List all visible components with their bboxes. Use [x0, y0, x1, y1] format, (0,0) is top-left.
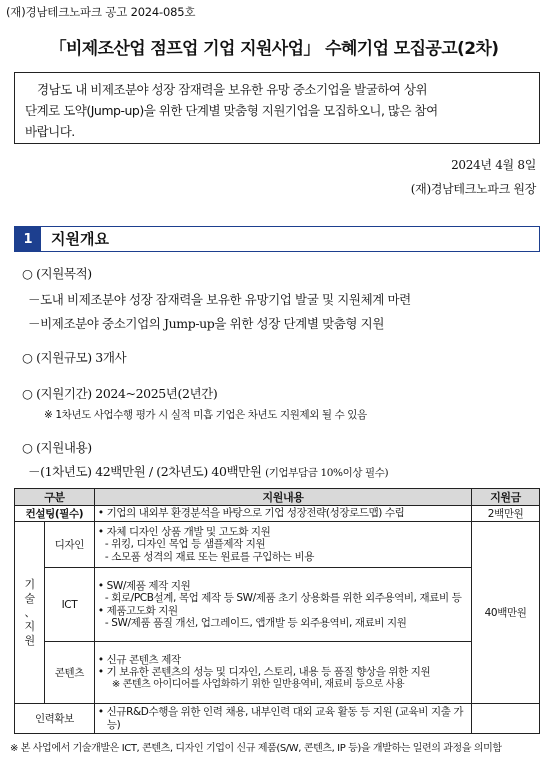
intro-line-1: 경남도 내 비제조분야 성장 잠재력을 보유한 유망 중소기업을 발굴하여 상위 [37, 82, 428, 97]
table-row-hr [15, 704, 540, 734]
header-amount: 지원금 [472, 489, 540, 506]
ict-label: ICT [44, 568, 94, 642]
footnote: ※ 본 사업에서 기술개발은 ICT, 콘텐츠, 디자인 기업이 신규 제품(S/W, 콘텐츠, IP 등)을 개발하는 일련의 과정을 의미함 [10, 743, 502, 754]
content-amount [28, 462, 388, 480]
content-amount-main: －(1차년도) 42백만원 / (2차년도) 40백만원 [28, 464, 262, 479]
table-row-ict [15, 568, 540, 642]
period-line: ○ (지원기간) 2024~2025년(2년간) [22, 386, 218, 401]
tech-label-char: 、 [24, 605, 36, 619]
intro-box [14, 72, 540, 144]
ict-bullet-2: • 제품고도화 지원 [97, 604, 178, 617]
page-title: 「비제조산업 점프업 기업 지원사업」 수혜기업 모집공고(2차) [49, 39, 499, 59]
tech-label-char: 원 [24, 633, 35, 647]
ict-bullet-1: • SW/제품 제작 지원 [97, 579, 191, 592]
content-note: ※ 콘텐츠 아이디어를 사업화하기 위한 일반용역비, 재료비 등으로 사용 [111, 678, 405, 690]
table-row-content [15, 642, 540, 704]
header-content: 지원내용 [94, 489, 471, 506]
tech-amount: 40백만원 [472, 522, 540, 704]
section-title: 지원개요 [51, 230, 109, 248]
notice-number: (재)경남테크노파크 공고 2024-085호 [6, 5, 196, 19]
content-amount-note: (기업부담금 10%이상 필수) [265, 467, 389, 479]
scale-line: ○ (지원규모) 3개사 [22, 350, 127, 365]
section-header [14, 226, 540, 252]
table-header-row [15, 489, 540, 506]
hr-amount-empty [472, 704, 540, 734]
design-label: 디자인 [44, 522, 94, 568]
intro-line-3: 바랍니다. [25, 124, 75, 139]
content-bullet-2: • 기 보유한 콘텐츠의 성능 및 디자인, 스토리, 내용 등 품질 향상을 위한 지원 [97, 666, 431, 679]
content-items [94, 642, 471, 704]
support-table [14, 488, 540, 734]
purpose-item-1: －도내 비제조분야 성장 잠재력을 보유한 유망기업 발굴 및 지원체계 마련 [28, 292, 411, 307]
header-category: 구분 [15, 489, 95, 506]
design-content [94, 522, 471, 568]
design-sub-1: - 위킹, 디자인 목업 등 샘플제작 지원 [104, 538, 266, 551]
consulting-amount: 2백만원 [472, 506, 540, 522]
design-sub-2: - 소모품 성격의 재료 또는 원료를 구입하는 비용 [104, 550, 314, 563]
design-bullet-1: • 자체 디자인 상품 개발 및 고도화 지원 [97, 525, 271, 538]
ict-sub-2: - SW/제품 품질 개선, 업그레이드, 앱개발 등 외주용역비, 재료비 지원 [104, 617, 407, 629]
purpose-item-2: －비제조분야 중소기업의 Jump-up을 위한 성장 단계별 맞춤형 지원 [28, 316, 385, 331]
hr-content [94, 704, 471, 734]
tech-label-char: 술 [24, 591, 35, 605]
consulting-label: 컨설팅(필수) [15, 506, 95, 522]
section-number: 1 [15, 227, 41, 251]
consulting-content: • 기업의 내외부 환경분석을 바탕으로 기업 성장전략(성장로드맵) 수립 [94, 506, 471, 522]
tech-label-char: 지 [24, 619, 35, 633]
ict-content [94, 568, 471, 642]
purpose-heading: ○ (지원목적) [22, 266, 92, 281]
intro-line-2: 단계로 도약(Jump-up)을 위한 단계별 맞춤형 지원기업을 모집하오니, 많은 참여 [25, 103, 438, 118]
hr-label: 인력확보 [15, 704, 95, 734]
content-heading: ○ (지원내용) [22, 440, 92, 455]
ict-sub-1: - 회로/PCB설계, 목업 제작 등 SW/제품 초기 상용화를 위한 외주용역비, 재료비 등 [104, 592, 462, 604]
notice-date: 2024년 4월 8일 [451, 158, 536, 172]
content-bullet-1: • 신규 콘텐츠 제작 [97, 653, 181, 666]
tech-label-char: 기 [24, 577, 35, 591]
period-note: ※ 1차년도 사업수행 평가 시 실적 미흡 기업은 차년도 지원제외 될 수 있음 [44, 409, 367, 421]
table-row-design [15, 522, 540, 568]
hr-bullet: • 신규R&D수행을 위한 인력 채용, 내부인력 대외 교육 활동 등 지원 (교육비 지출 가능) [97, 706, 464, 731]
table-row-consulting [15, 506, 540, 522]
content-label: 콘텐츠 [44, 642, 94, 704]
issuer-org: (재)경남테크노파크 원장 [410, 182, 536, 196]
tech-support-label [15, 522, 45, 704]
